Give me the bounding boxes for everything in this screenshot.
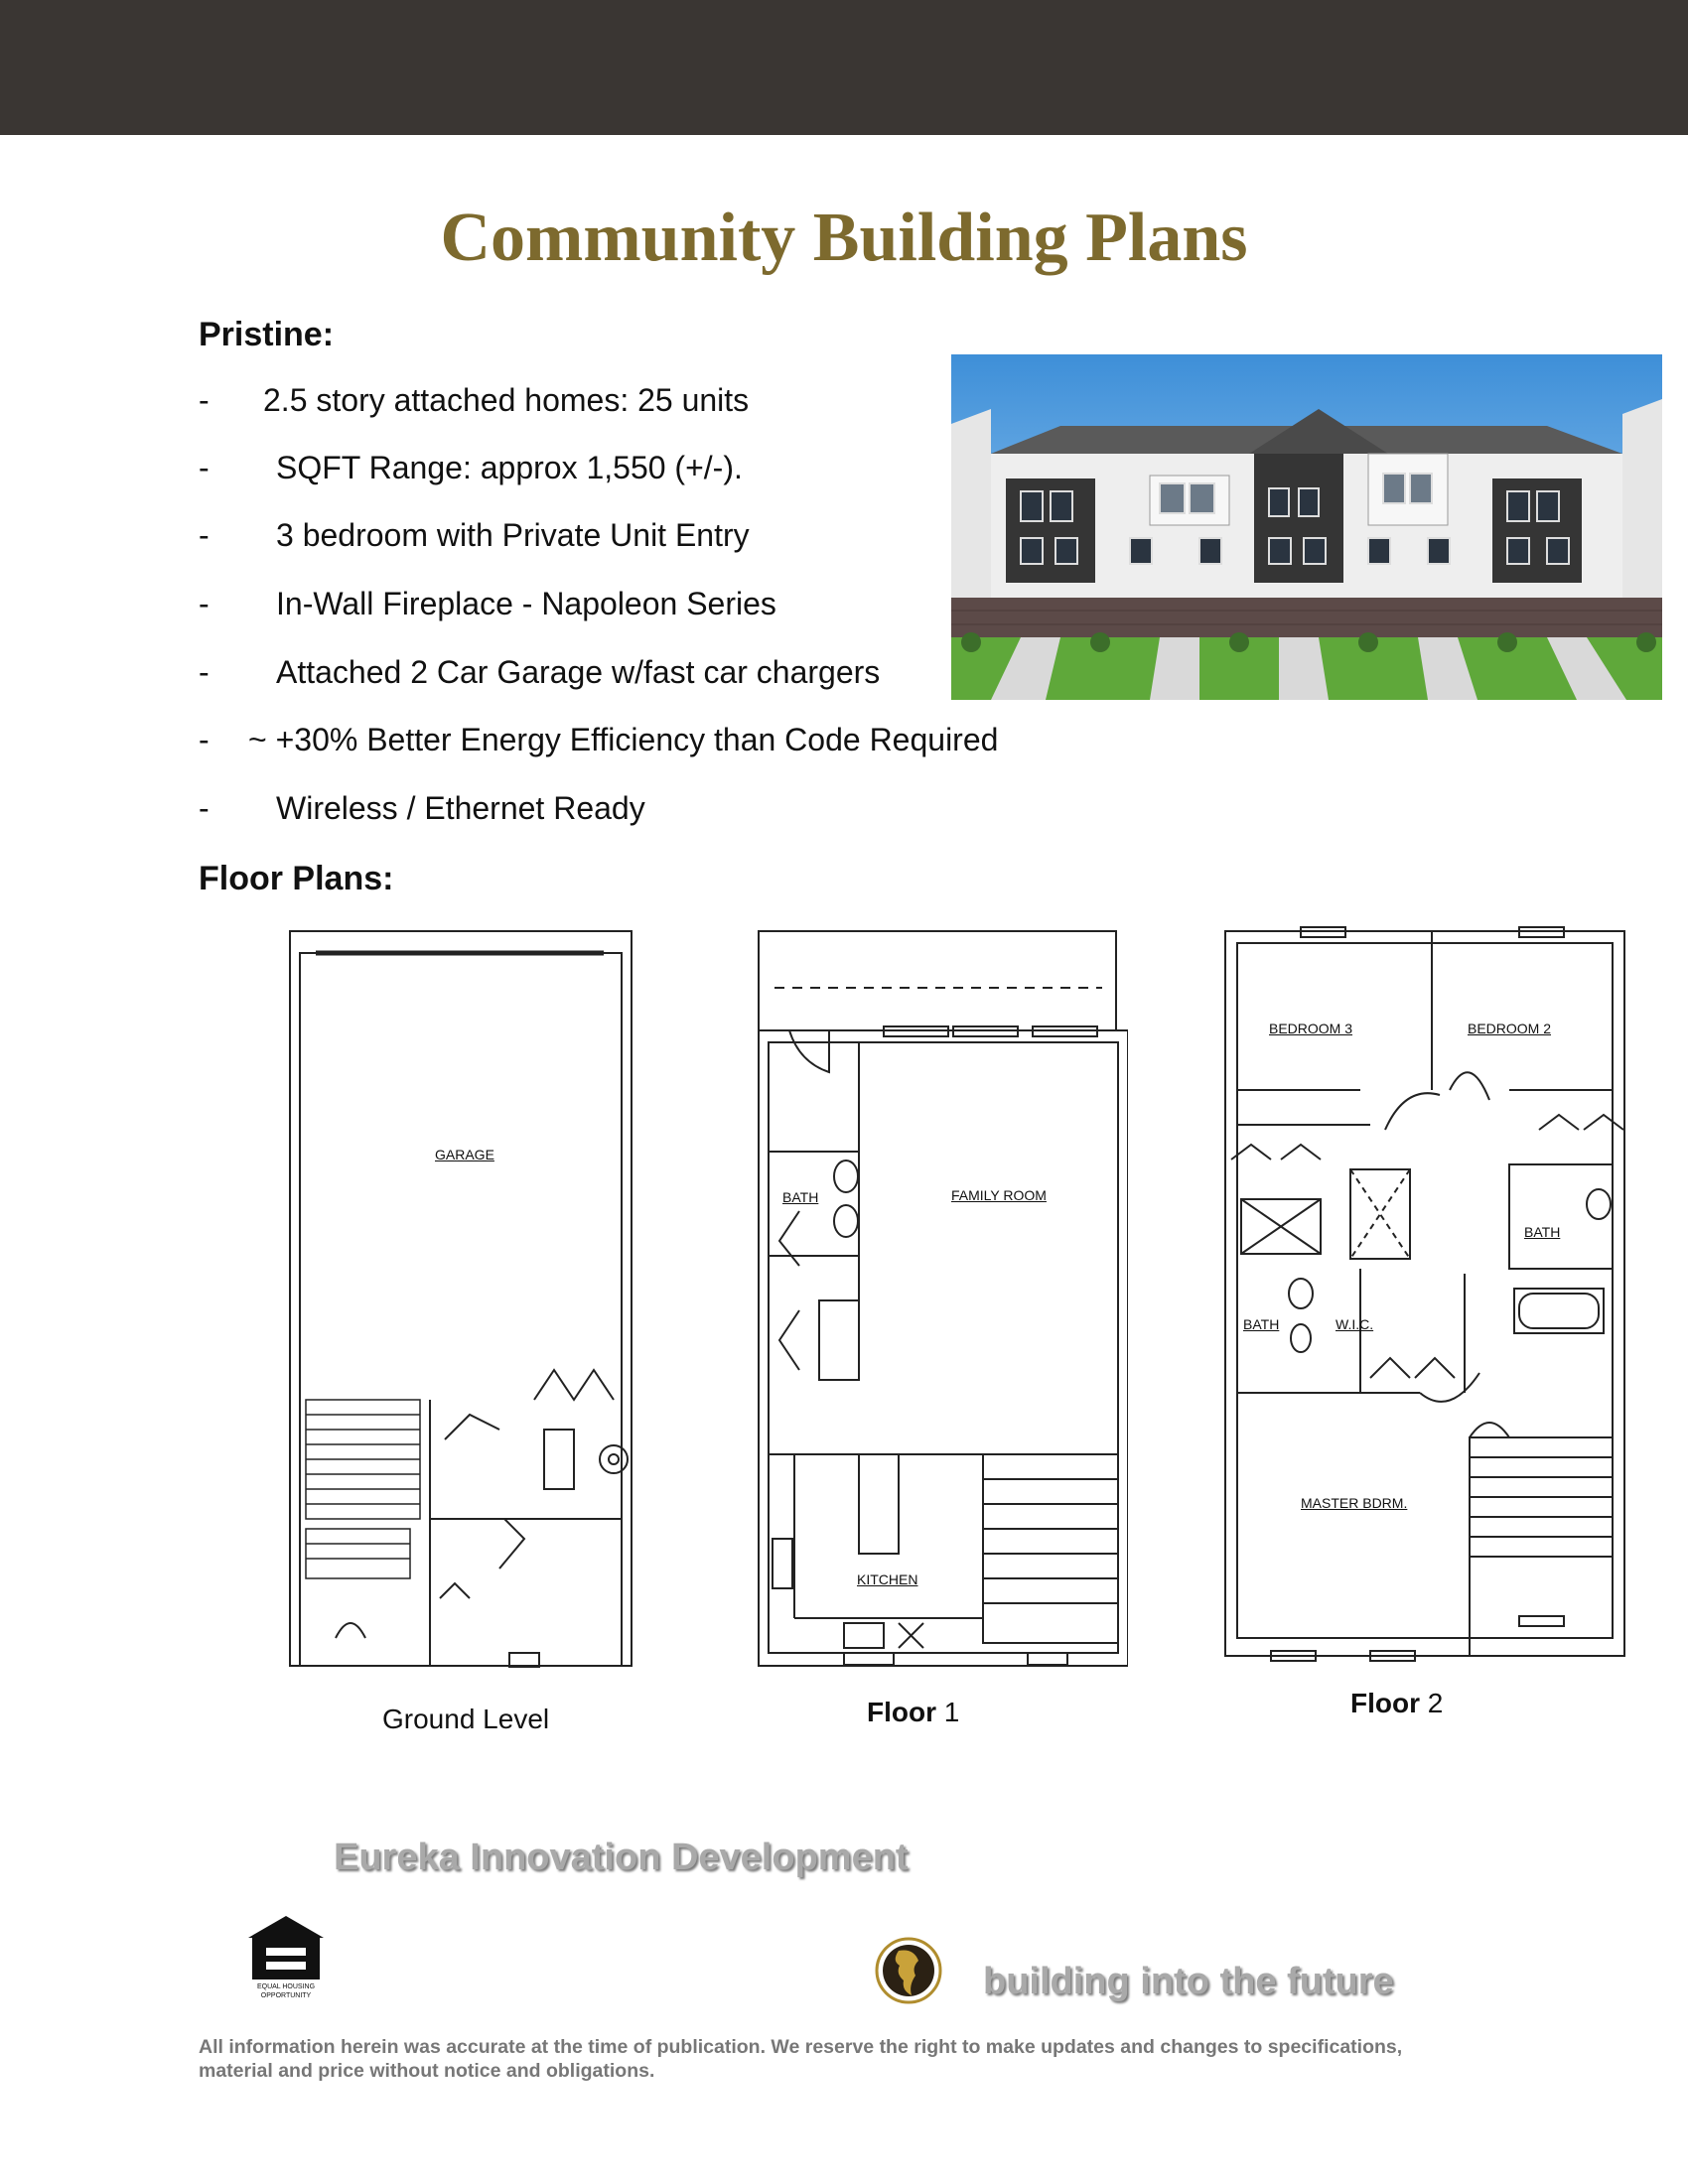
feature-item: - Wireless / Ethernet Ready <box>199 790 645 826</box>
svg-text:EQUAL HOUSING: EQUAL HOUSING <box>256 1983 316 1990</box>
top-banner <box>0 0 1688 135</box>
floor-plan-floor1 <box>755 923 1128 1678</box>
room-label-bath-hall: BATH <box>1243 1316 1280 1332</box>
room-label-bedroom-3: BEDROOM 3 <box>1269 1021 1353 1036</box>
equal-housing-logo <box>246 1914 326 1999</box>
feature-item: - In-Wall Fireplace - Napoleon Series <box>199 586 776 621</box>
feature-item: - 3 bedroom with Private Unit Entry <box>199 517 750 553</box>
feature-item: - ~ +30% Better Energy Efficiency than Code Required <box>199 722 999 757</box>
feature-item: - 2.5 story attached homes: 25 units <box>199 382 750 418</box>
room-label-bedroom-2: BEDROOM 2 <box>1468 1021 1552 1036</box>
room-label-family-room: FAMILY ROOM <box>951 1187 1047 1203</box>
page-title: Community Building Plans <box>440 200 1248 276</box>
svg-text:OPPORTUNITY: OPPORTUNITY <box>260 1992 312 1999</box>
caption-ground-level: Ground Level <box>382 1704 550 1734</box>
room-label-bath: BATH <box>782 1189 819 1205</box>
pristine-heading: Pristine: <box>199 316 335 353</box>
feature-item: - Attached 2 Car Garage w/fast car chargers <box>199 654 881 690</box>
floor-plan-floor2 <box>1221 921 1628 1676</box>
room-label-garage: GARAGE <box>435 1147 494 1162</box>
townhome-rendering <box>951 354 1662 700</box>
company-brand: Eureka Innovation Development <box>334 1837 909 1878</box>
company-tagline: building into the future <box>983 1961 1394 2002</box>
room-label-kitchen: KITCHEN <box>857 1571 918 1587</box>
caption-floor-1: Floor 1 <box>867 1697 960 1727</box>
caption-floor-2: Floor 2 <box>1350 1688 1444 1718</box>
floor-plans-heading: Floor Plans: <box>199 860 394 897</box>
floor-plan-ground <box>286 923 639 1688</box>
room-label-wic: W.I.C. <box>1336 1316 1374 1332</box>
globe-icon <box>874 1936 943 2005</box>
feature-item: - SQFT Range: approx 1,550 (+/-). <box>199 450 743 485</box>
disclaimer-text: All information herein was accurate at the time of publication. We reserve the right to make updates and changes to specifications, material and price without notice and obligations. <box>199 2036 1403 2082</box>
room-label-bath-master: BATH <box>1524 1224 1561 1240</box>
room-label-master-bdrm: MASTER BDRM. <box>1301 1495 1408 1511</box>
